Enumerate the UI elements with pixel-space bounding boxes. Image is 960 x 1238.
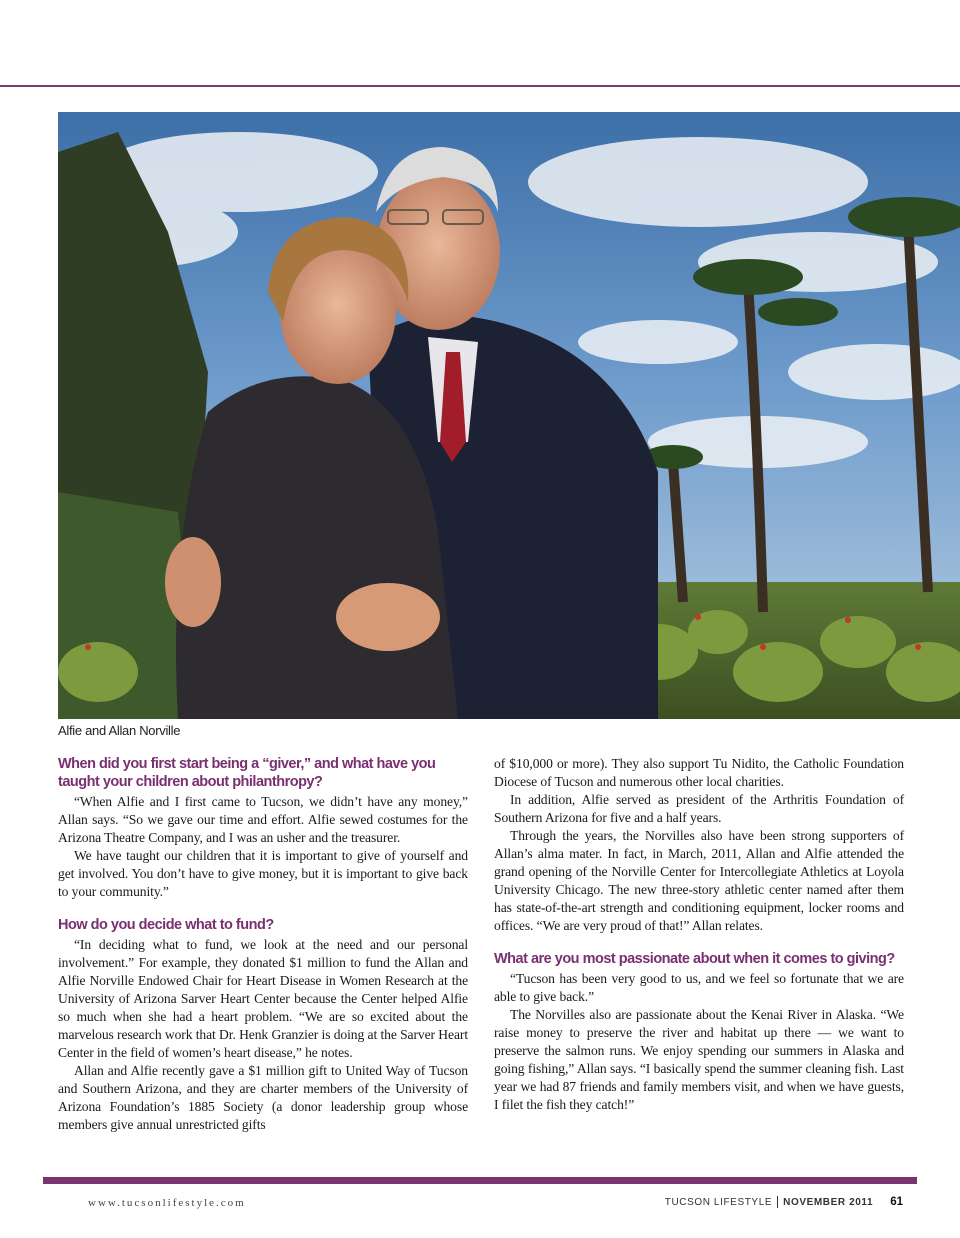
question-heading: How do you decide what to fund? bbox=[58, 917, 274, 933]
question-heading: What are you most passionate about when it comes to giving? bbox=[494, 951, 895, 967]
paragraph: Allan and Alfie recently gave a $1 million gift to United Way of Tucson and Southern Arizona, and they are charter members of the University of Arizona Foundation’s 1885 Society (a donor leadership group whose members give annual unrestricted gifts bbox=[58, 1063, 468, 1132]
left-column bbox=[58, 755, 468, 1134]
top-rule bbox=[0, 85, 960, 87]
paragraph: “Tucson has been very good to us, and we feel so fortunate that we are able to give back.” bbox=[494, 971, 904, 1004]
paragraph: “When Alfie and I first came to Tucson, we didn’t have any money,” Allan says. “So we gave our time and effort. Alfie sewed costumes for the Arizona Theatre Company, and I was an usher and the treasurer. bbox=[58, 794, 468, 845]
paragraph: Through the years, the Norvilles also have been strong supporters of Allan’s alma mater. In fact, in March, 2011, Allan and Alfie attended the grand opening of the Norville Center for Intercollegiate Athletics at Loyola University Chicago. The new three-story athletic center named after them has state-of-the-art strength and conditioning equipment, locker rooms and offices. “We are very proud of that!” Allan relates. bbox=[494, 828, 904, 933]
right-column bbox=[494, 755, 904, 1114]
paragraph: The Norvilles also are passionate about the Kenai River in Alaska. “We raise money to preserve the river and habitat up there — we want to preserve the salmon runs. We enjoy spending our summers in Alaska and going fishing,” Allan says. “I basically spend the summer cleaning fish. Last year we had 87 friends and family members visit, and when we have guests, I filet the fish they catch!” bbox=[494, 1007, 904, 1112]
portrait-photo bbox=[58, 112, 960, 719]
issue-date: NOVEMBER 2011 bbox=[783, 1196, 874, 1208]
paragraph: of $10,000 or more). They also support Tu Nidito, the Catholic Foundation Diocese of Tucson and numerous other local charities. bbox=[494, 756, 904, 789]
photo-caption: Alfie and Allan Norville bbox=[58, 723, 181, 738]
footer-folio bbox=[665, 1196, 903, 1208]
paragraph: “In deciding what to fund, we look at the need and our personal involvement.” For example, they donated $1 million to fund the Allan and Alfie Norville Endowed Chair for Heart Disease in Women Research at the University of Arizona Sarver Heart Center because the Center helped Alfie so much when she had a heart problem. “We are so excited about the marvelous research work that Dr. Henk Granzier is doing at the Sarver Heart Center in the field of women’s heart disease,” he notes. bbox=[58, 937, 468, 1060]
folio-divider bbox=[777, 1196, 778, 1208]
paragraph: We have taught our children that it is important to give of yourself and get involved. You don’t have to give money, but it is important to give back to your community.” bbox=[58, 848, 468, 899]
paragraph: In addition, Alfie served as president of the Arthritis Foundation of Southern Arizona for five and a half years. bbox=[494, 792, 904, 825]
footer-rule bbox=[43, 1177, 917, 1184]
footer-url: www.tucsonlifestyle.com bbox=[88, 1197, 246, 1209]
page-number: 61 bbox=[890, 1196, 903, 1208]
photo-illustration bbox=[58, 112, 960, 719]
magazine-name: TUCSON LIFESTYLE bbox=[664, 1196, 773, 1208]
question-heading: When did you first start being a “giver,” and what have you taught your children about philanthropy? bbox=[58, 756, 436, 790]
